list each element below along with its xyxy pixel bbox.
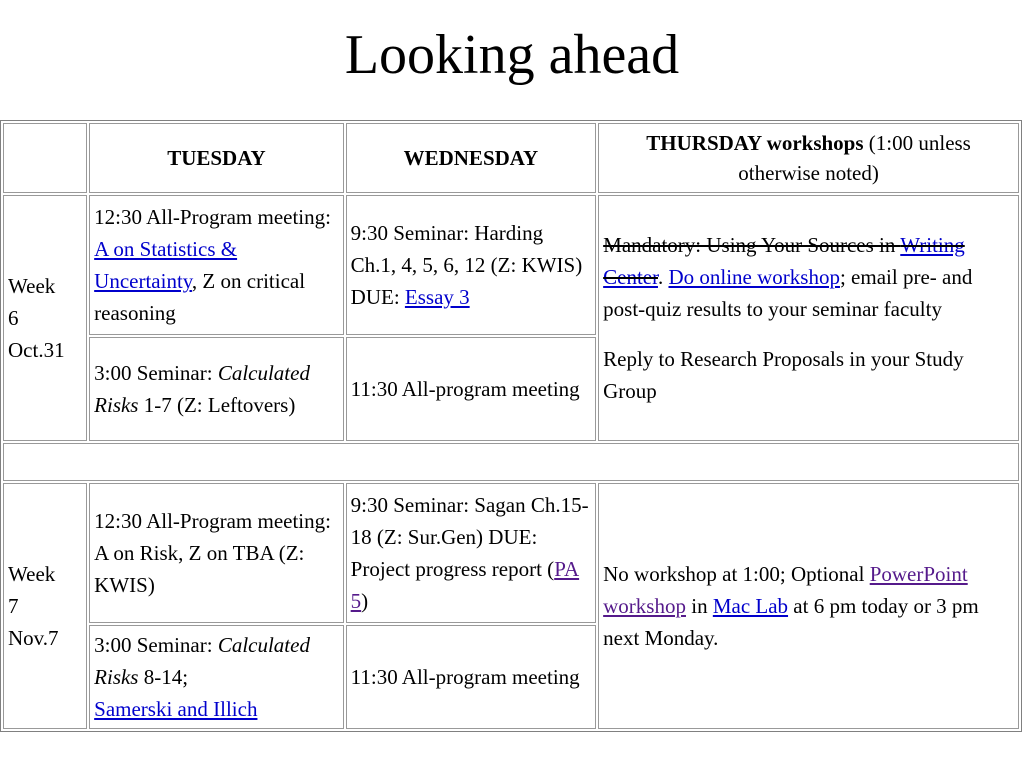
- week7-wednesday-top: 9:30 Seminar: Sagan Ch.15-18 (Z: Sur.Gen) DUE: Project progress report (PA 5): [346, 483, 596, 623]
- mac-lab-link[interactable]: Mac Lab: [712, 594, 789, 618]
- header-empty-cell: [3, 123, 87, 193]
- week6-tuesday-bottom: 3:00 Seminar: Calculated Risks 1-7 (Z: Leftovers): [89, 337, 344, 441]
- writing-center-link[interactable]: Writing Center: [603, 233, 965, 289]
- essay-3-link[interactable]: Essay 3: [404, 285, 470, 309]
- week7-label: Week 7 Nov.7: [3, 483, 87, 729]
- online-workshop-link[interactable]: Do online workshop: [668, 265, 840, 289]
- powerpoint-workshop-link[interactable]: PowerPoint workshop: [603, 562, 968, 618]
- week6-label: Week 6 Oct.31: [3, 195, 87, 441]
- research-proposals-note: Reply to Research Proposals in your Study Group: [603, 347, 964, 403]
- week7-wednesday-bottom: 11:30 All-program meeting: [346, 625, 596, 729]
- separator-row: [3, 443, 1019, 481]
- schedule-table: [0, 120, 1022, 732]
- week6-thursday: Mandatory: Using Your Sources in Writing Center. Do online workshop; email pre- and post-quiz results to your seminar faculty Reply to Research Proposals in your Study Group: [598, 195, 1019, 441]
- header-row: [3, 123, 1019, 193]
- week7-tuesday-bottom: 3:00 Seminar: Calculated Risks 8-14; Samerski and Illich: [89, 625, 344, 729]
- samerski-illich-link[interactable]: Samerski and Illich: [94, 697, 258, 721]
- week7-tuesday-top: 12:30 All-Program meeting: A on Risk, Z on TBA (Z: KWIS): [89, 483, 344, 623]
- cancelled-workshop-text: Mandatory: Using Your Sources in Writing Center: [603, 233, 965, 289]
- page-title: Looking ahead: [344, 24, 680, 86]
- pa5-link[interactable]: PA 5: [350, 557, 580, 613]
- header-wednesday: WEDNESDAY: [346, 123, 596, 193]
- week6-wednesday-bottom: 11:30 All-program meeting: [346, 337, 596, 441]
- header-tuesday: TUESDAY: [89, 123, 344, 193]
- header-thursday: THURSDAY workshops (1:00 unless otherwise noted): [598, 123, 1019, 193]
- week7-thursday: No workshop at 1:00; Optional PowerPoint workshop in Mac Lab at 6 pm today or 3 pm next Monday.: [598, 483, 1019, 729]
- week6-tuesday-top: 12:30 All-Program meeting: A on Statistics & Uncertainty, Z on critical reasoning: [89, 195, 344, 335]
- week6-wednesday-top: 9:30 Seminar: Harding Ch.1, 4, 5, 6, 12 (Z: KWIS) DUE: Essay 3: [346, 195, 596, 335]
- week6-row-top: [3, 195, 1019, 335]
- separator-cell: [3, 443, 1019, 481]
- week7-row-top: [3, 483, 1019, 623]
- statistics-uncertainty-link[interactable]: A on Statistics & Uncertainty: [94, 237, 238, 293]
